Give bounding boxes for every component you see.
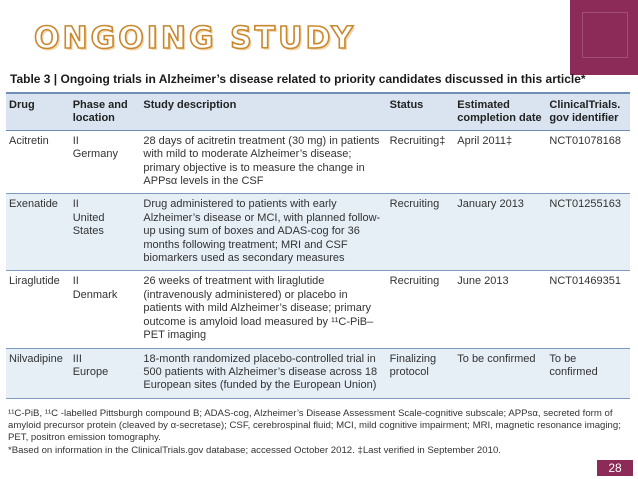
- cell-drug: Exenatide: [6, 194, 70, 271]
- cell-description: 26 weeks of treatment with liraglutide (intravenously administered) or placebo in patients with mild Alzheimer’s disease; primary outcome is amyloid load measured by ¹¹C-PiB–PET imaging: [140, 271, 386, 348]
- cell-phase-location: [70, 348, 141, 398]
- cell-identifier: NCT01255163: [546, 194, 630, 271]
- cell-drug: Nilvadipine: [6, 348, 70, 398]
- cell-completion: January 2013: [454, 194, 546, 271]
- cell-drug: Acitretin: [6, 130, 70, 194]
- cell-description: Drug administered to patients with early Alzheimer’s disease or MCI, with planned follow-up using sum of boxes and ADAS-cog for 36 months following treatment; MRI and CSF biomarkers used as secondary measures: [140, 194, 386, 271]
- table-row: [6, 194, 630, 271]
- cell-identifier: NCT01469351: [546, 271, 630, 348]
- cell-phase-location: [70, 271, 141, 348]
- slide-title: ONGOING STUDY: [34, 21, 356, 56]
- footnote-abbreviations: ¹¹C-PiB, ¹¹C -labelled Pittsburgh compound B; ADAS-cog, Alzheimer’s Disease Assessment Scale-cognitive subscale; APPsα, secreted form of amyloid precursor protein (cleaved by α-secretase); CSF, cerebrospinal fluid; MCI, mild cognitive impairment; MRI, magnetic resonance imaging; PET, positron emission tomography.: [8, 408, 621, 444]
- cell-phase: II: [72, 275, 79, 288]
- table-row: [6, 130, 630, 194]
- corner-decoration-frame: [582, 12, 628, 58]
- header-study-description: Study description: [140, 93, 386, 130]
- cell-completion: June 2013: [454, 271, 546, 348]
- cell-completion: To be confirmed: [454, 348, 546, 398]
- table-footnotes: [8, 408, 628, 457]
- table-row: [6, 348, 630, 398]
- caption-separator: |: [50, 72, 61, 86]
- cell-description: 18-month randomized placebo-controlled trial in 500 patients with Alzheimer’s disease across 18 European sites (funded by the European Union): [140, 348, 386, 398]
- corner-decoration: [570, 0, 638, 75]
- cell-description: 28 days of acitretin treatment (30 mg) in patients with mild to moderate Alzheimer’s disease; primary objective is to measure the change in APPsα levels in the CSF: [140, 130, 386, 194]
- table-row: [6, 271, 630, 348]
- header-completion-date: Estimated completion date: [454, 93, 546, 130]
- cell-drug: Liraglutide: [6, 271, 70, 348]
- header-identifier: ClinicalTrials. gov identifier: [546, 93, 630, 130]
- table-caption: [10, 72, 610, 86]
- cell-phase-location: [70, 194, 141, 271]
- cell-location: Europe: [72, 365, 109, 378]
- cell-identifier: NCT01078168: [546, 130, 630, 194]
- header-phase-location: Phase and location: [70, 93, 141, 130]
- header-drug: Drug: [6, 93, 70, 130]
- cell-phase: III: [72, 352, 82, 365]
- cell-phase-location: [70, 130, 141, 194]
- cell-location: Germany: [72, 148, 118, 161]
- page-number: 28: [597, 460, 633, 476]
- cell-phase: II: [72, 134, 79, 147]
- cell-completion: April 2011‡: [454, 130, 546, 194]
- cell-status: Finalizing protocol: [387, 348, 455, 398]
- cell-identifier: To be confirmed: [546, 348, 630, 398]
- cell-status: Recruiting: [387, 271, 455, 348]
- cell-location: United States: [72, 211, 105, 238]
- table-caption-text: Ongoing trials in Alzheimer’s disease related to priority candidates discussed in this article*: [60, 72, 586, 86]
- cell-status: Recruiting: [387, 194, 455, 271]
- footnote-source: *Based on information in the ClinicalTrials.gov database; accessed October 2012. ‡Last verified in September 2010.: [8, 444, 501, 456]
- cell-status: Recruiting‡: [387, 130, 455, 194]
- table-header-row: [6, 93, 630, 130]
- cell-location: Denmark: [72, 288, 118, 301]
- trials-table: [6, 92, 630, 399]
- header-status: Status: [387, 93, 455, 130]
- cell-phase: II: [72, 198, 79, 211]
- table-caption-label: Table 3: [10, 72, 51, 86]
